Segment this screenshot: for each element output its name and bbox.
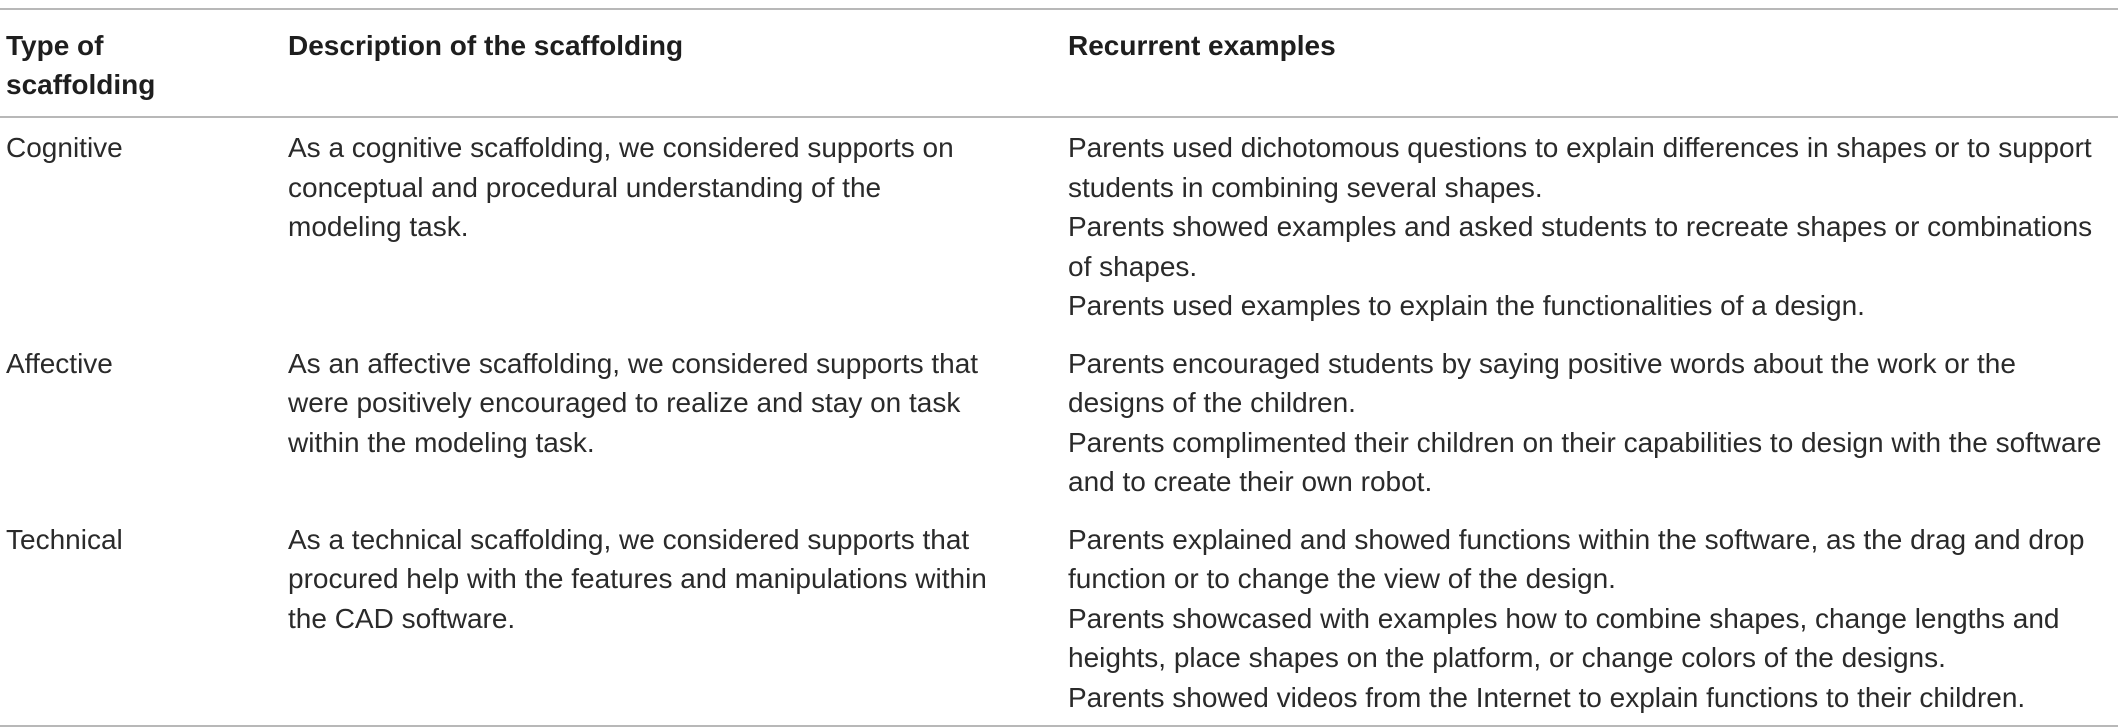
cell-description [288,117,1068,334]
description-text: As an affective scaffolding, we considered supports that were positively encouraged to realize and stay on task within the modeling task. [288,347,979,458]
cell-examples [1068,117,2118,334]
cell-examples [1068,510,2118,727]
example-item: Parents used examples to explain the functionalities of a design. [1068,290,1865,321]
description-text: As a technical scaffolding, we considered supports that procured help with the features and manipulations within the CAD software. [288,523,987,634]
description-text: As a cognitive scaffolding, we considered supports on conceptual and procedural understanding of the modeling task. [288,132,954,242]
cell-type: Cognitive [6,132,123,163]
table-row-cognitive [0,117,2118,334]
example-item: Parents explained and showed functions within the software, as the drag and drop function or to change the view of the design. [1068,523,2085,594]
example-item: Parents used dichotomous questions to explain differences in shapes or to support students in combining several shapes. [1068,132,2092,203]
cell-description [288,510,1068,727]
table-header [0,9,2118,117]
example-item: Parents showed examples and asked students to recreate shapes or combinations of shapes. [1068,211,2093,282]
cell-examples [1068,334,2118,510]
cell-type: Affective [6,347,113,379]
table-row-technical [0,510,2118,727]
table-row-affective [0,334,2118,510]
scaffolding-table-container [0,8,2118,727]
header-row [0,9,2118,117]
example-item: Parents showcased with examples how to combine shapes, change lengths and heights, place shapes on the platform, or change colors of the designs. [1068,602,2060,673]
cell-type: Technical [6,523,123,555]
header-recurrent-examples: Recurrent examples [1068,30,1336,61]
example-item: Parents showed videos from the Internet to explain functions to their children. [1068,681,2026,713]
example-item: Parents complimented their children on their capabilities to design with the software and to create their own robot. [1068,426,2102,497]
header-type-of-scaffolding [0,9,288,117]
example-item: Parents encouraged students by saying positive words about the work or the designs of the children. [1068,347,2016,418]
header-description: Description of the scaffolding [288,30,684,61]
header-type-label: Type of scaffolding [6,30,156,100]
cell-description [288,334,1068,510]
table-body [0,117,2118,726]
scaffolding-table [0,8,2118,727]
